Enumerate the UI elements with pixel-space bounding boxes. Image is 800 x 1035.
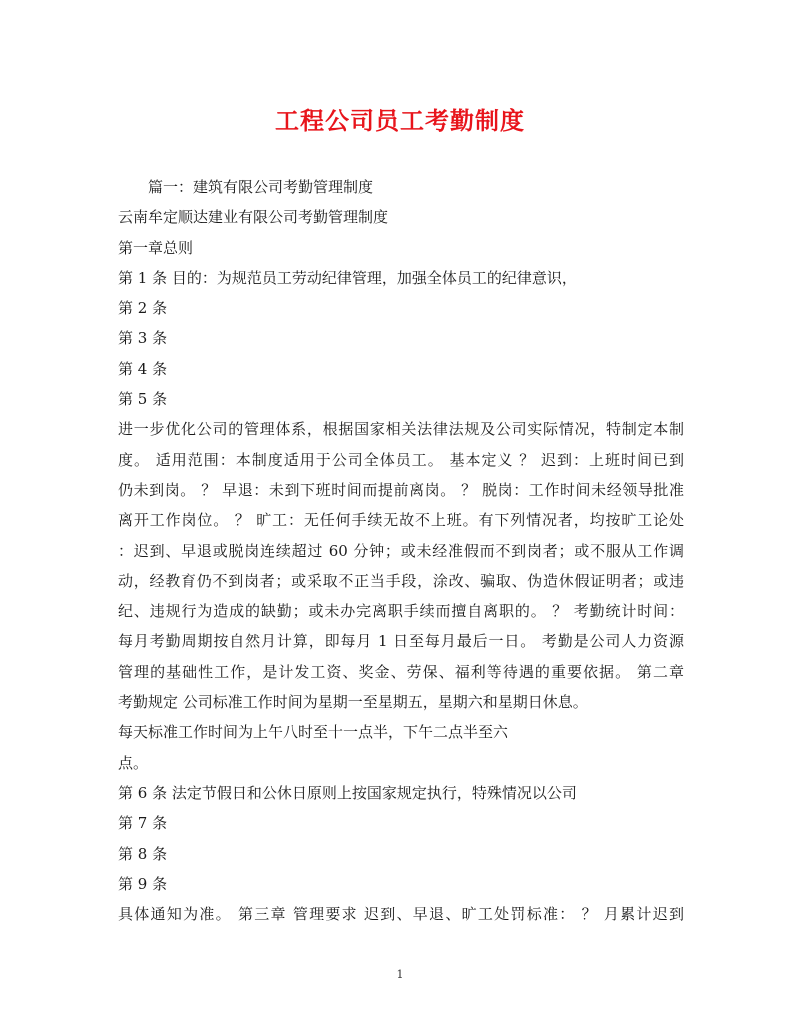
text-line: 仍未到岗。 ？ 早退：未到下班时间而提前离岗。 ？ 脱岗：工作时间未经领导批准: [118, 480, 684, 499]
text-line: 考勤规定 公司标准工作时间为星期一至星期五，星期六和星期日休息。: [118, 693, 588, 712]
text-line: 第 1 条 目的：为规范员工劳动纪律管理，加强全体员工的纪律意识，: [118, 268, 577, 287]
section-heading: 篇一：建筑有限公司考勤管理制度: [148, 178, 374, 196]
text-line: 纪、违规行为造成的缺勤；或未办完离职手续而擅自离职的。 ？ 考勤统计时间：: [118, 602, 684, 621]
chapter-heading: 第一章总则: [118, 238, 194, 257]
page-number: 1: [396, 968, 404, 981]
text-line: 每月考勤周期按自然月计算，即每月 1 日至每月最后一日。 考勤是公司人力资源: [118, 632, 684, 651]
text-line: 第 7 条: [118, 814, 168, 833]
text-line: 点。: [118, 753, 149, 772]
document-title: 工程公司员工考勤制度: [275, 106, 525, 135]
company-heading: 云南牟定顺达建业有限公司考勤管理制度: [118, 208, 389, 227]
text-line: 管理的基础性工作，是计发工资、奖金、劳保、福利等待遇的重要依据。 第二章: [118, 662, 684, 681]
text-line: 第 5 条: [118, 390, 168, 409]
text-line: 进一步优化公司的管理体系，根据国家相关法律法规及公司实际情况，特制定本制: [118, 420, 684, 439]
text-line: ：迟到、早退或脱岗连续超过 60 分钟；或未经准假而不到岗者；或不服从工作调: [118, 541, 684, 560]
text-line: 第 3 条: [118, 329, 168, 348]
text-line: 第 6 条 法定节假日和公休日原则上按国家规定执行，特殊情况以公司: [118, 783, 577, 802]
text-line: 每天标准工作时间为上午八时至十一点半，下午二点半至六: [118, 723, 509, 742]
text-line: 第 2 条: [118, 299, 168, 318]
text-line: 度。 适用范围：本制度适用于公司全体员工。 基本定义 ？ 迟到：上班时间已到: [118, 450, 684, 469]
text-line: 离开工作岗位。 ？ 旷工：无任何手续无故不上班。有下列情况者，均按旷工论处: [118, 511, 684, 530]
text-line: 第 8 条: [118, 844, 168, 863]
text-line: 动，经教育仍不到岗者；或采取不正当手段，涂改、骗取、伪造休假证明者；或违: [118, 571, 684, 590]
text-line: 具体通知为准。 第三章 管理要求 迟到、早退、旷工处罚标准： ？ 月累计迟到: [118, 905, 684, 924]
text-line: 第 9 条: [118, 874, 168, 893]
document-body: [118, 172, 684, 929]
text-line: 第 4 条: [118, 359, 168, 378]
